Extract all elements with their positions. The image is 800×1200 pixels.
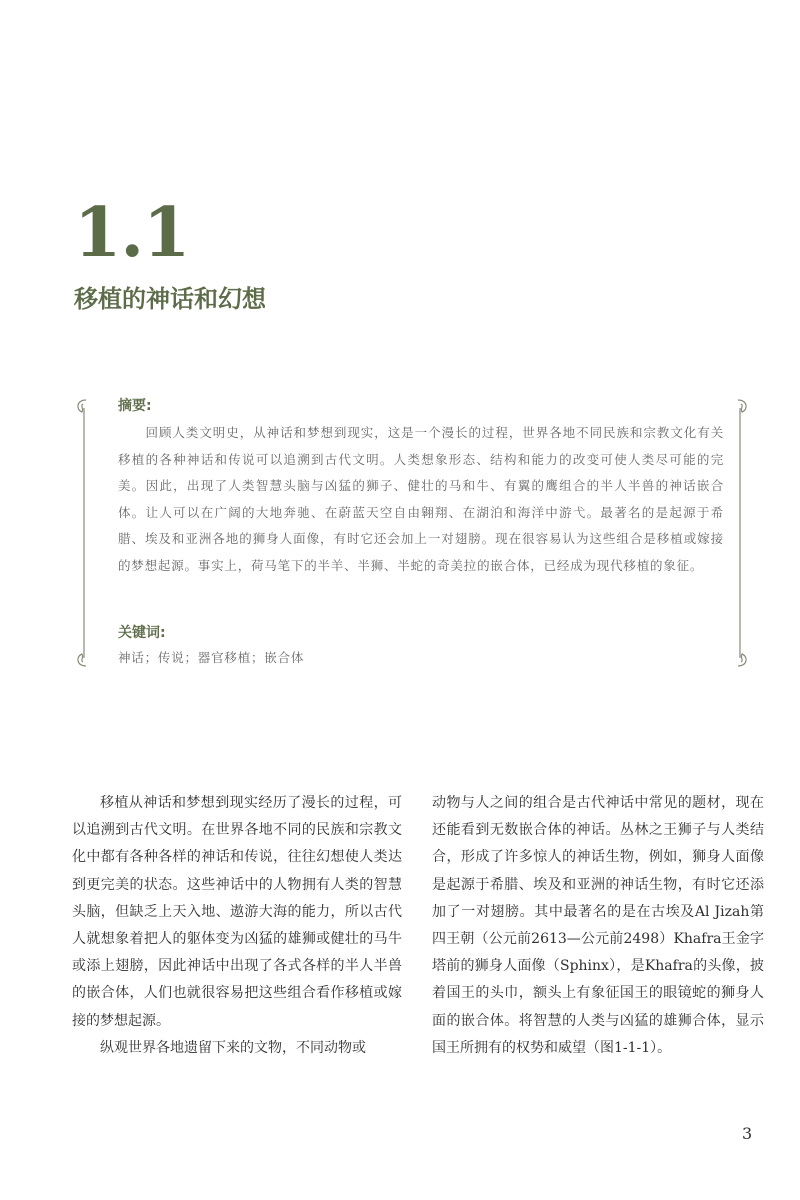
paragraph: 动物与人之间的组合是古代神话中常见的题材，现在还能看到无数嵌合体的神话。丛林之王狮子与人类结合，形成了许多惊人的神话生物，例如，狮身人面像是起源于希腊、埃及和亚洲的神话生物，有时它还添加了一对翅膀。其中最著名的是在古埃及Al Jizah第四王朝（公元前2613—公元前2498）Khafra王金字塔前的狮身人面像（Sphinx），是Khafra的头像，披着国王的头巾，额头上有象征国王的眼镜蛇的狮身人面的嵌合体。将智慧的人类与凶猛的雄狮合体，显示国王所拥有的权势和威望（图1-1-1）。 (432, 795, 764, 1056)
keywords-text: 神话；传说；器官移植；嵌合体 (118, 650, 305, 665)
paragraph: 纵观世界各地遗留下来的文物，不同动物或 (100, 1039, 366, 1056)
section-title: 移植的神话和幻想 (74, 285, 266, 313)
right-bracket-ornament (730, 396, 752, 670)
page-number: 3 (742, 1124, 753, 1143)
keywords-heading: 关键词: (118, 625, 166, 641)
paragraph: 移植从神话和梦想到现实经历了漫长的过程，可以追溯到古代文明。在世界各地不同的民族和宗教文化中都有各种各样的神话和传说，往往幻想使人类达到更完美的状态。这些神话中的人物拥有人类的智慧头脑，但缺乏上天入地、遨游大海的能力，所以古代人就想象着把人的躯体变为凶猛的雄狮或健壮的马牛或添上翅膀，因此神话中出现了各式各样的半人半兽的嵌合体，人们也就很容易把这些组合看作移植或嫁接的梦想起源。 (72, 795, 402, 1029)
body-column-right (432, 790, 764, 1062)
section-number: 1.1 (74, 193, 190, 273)
abstract-heading: 摘要: (118, 398, 152, 414)
body-column-left (72, 790, 402, 1062)
left-bracket-ornament (72, 396, 94, 670)
abstract-box (118, 396, 724, 579)
abstract-text: 回顾人类文明史，从神话和梦想到现实，这是一个漫长的过程，世界各地不同民族和宗教文化有关移植的各种神话和传说可以追溯到古代文明。人类想象形态、结构和能力的改变可使人类尽可能的完美。因此，出现了人类智慧头脑与凶猛的狮子、健壮的马和牛、有翼的鹰组合的半人半兽的神话嵌合体。让人可以在广阔的大地奔驰、在蔚蓝天空自由翱翔、在湖泊和海洋中游弋。最著名的是起源于希腊、埃及和亚洲各地的狮身人面像，有时它还会加上一对翅膀。现在很容易认为这些组合是移植或嫁接的梦想起源。事实上，荷马笔下的半羊、半狮、半蛇的奇美拉的嵌合体，已经成为现代移植的象征。 (118, 425, 724, 573)
